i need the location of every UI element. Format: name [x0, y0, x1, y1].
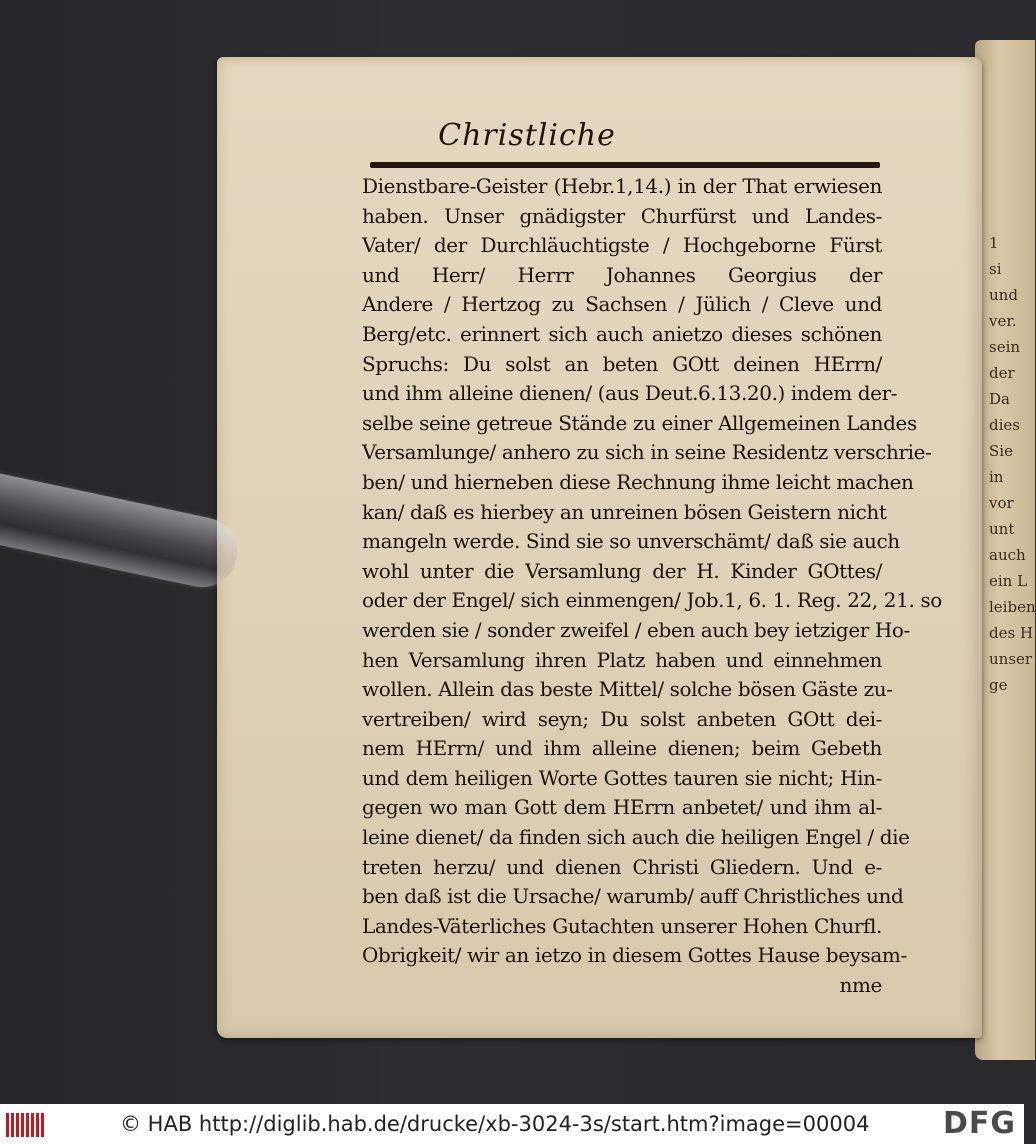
- adjacent-fragment: vor: [989, 494, 1014, 512]
- text-line: Vater/ der Durchläuchtigste / Hochgeborne Fürst: [362, 233, 882, 258]
- text-line: vertreiben/ wird seyn; Du solst anbeten GOtt dei-: [362, 706, 882, 731]
- text-line: nme: [839, 973, 882, 998]
- adjacent-fragment: unt: [989, 520, 1015, 538]
- adjacent-fragment: und: [989, 286, 1018, 304]
- adjacent-fragment: unser: [989, 650, 1033, 668]
- text-line: wohl unter die Versamlung der H. Kinder GOttes/: [362, 558, 882, 583]
- adjacent-page-edge: [975, 40, 1035, 1060]
- text-line: Berg/etc. erinnert sich auch anietzo dieses schönen: [362, 321, 882, 346]
- adjacent-fragment: dies: [989, 416, 1020, 434]
- text-line: Spruchs: Du solst an beten GOtt deinen HErrn/: [362, 351, 882, 376]
- text-line: ben/ und hierneben diese Rechnung ihme leicht machen: [362, 469, 914, 494]
- text-line: Versamlunge/ anhero zu sich in seine Residentz verschrie-: [362, 440, 932, 465]
- page-text-block: [362, 172, 942, 1001]
- header-rule: [370, 162, 880, 168]
- adjacent-fragment: Sie: [989, 442, 1013, 460]
- text-line: Andere / Hertzog zu Sachsen / Jülich / Cleve und: [362, 292, 882, 317]
- dfg-logo: DFG: [942, 1106, 1016, 1141]
- text-line: mangeln werde. Sind sie so unverschämt/ daß sie auch: [362, 529, 900, 554]
- text-line: oder der Engel/ sich einmengen/ Job.1, 6. 1. Reg. 22, 21. so: [362, 588, 942, 613]
- text-line: selbe seine getreue Stände zu einer Allgemeinen Landes: [362, 410, 917, 435]
- text-line: treten herzu/ und dienen Christi Gliedern. Und e-: [362, 854, 882, 879]
- adjacent-fragment: ver.: [989, 312, 1017, 330]
- text-line: und Herr/ Herrr Johannes Georgius der: [362, 262, 882, 287]
- adjacent-fragment: ge: [989, 676, 1008, 694]
- text-line: kan/ daß es hierbey an unreinen bösen Geistern nicht: [362, 499, 887, 524]
- adjacent-fragment: in: [989, 468, 1004, 486]
- text-line: werden sie / sonder zweifel / eben auch bey ietziger Ho-: [362, 617, 910, 642]
- adjacent-fragment: auch: [989, 546, 1026, 564]
- text-line: leine dienet/ da finden sich auch die heiligen Engel / die: [362, 825, 910, 850]
- adjacent-fragment: si: [989, 260, 1002, 278]
- hab-logo-icon: [6, 1113, 44, 1137]
- text-line: nem HErrn/ und ihm alleine dienen; beim Gebeth: [362, 736, 882, 761]
- text-line: und dem heiligen Worte Gottes tauren sie nicht; Hin-: [362, 765, 882, 790]
- text-line: ben daß ist die Ursache/ warumb/ auff Christliches und: [362, 884, 904, 909]
- adjacent-fragment: Da: [989, 390, 1010, 408]
- adjacent-page-text: [989, 230, 1036, 698]
- adjacent-fragment: 1: [989, 234, 999, 252]
- text-line: Dienstbare-Geister (Hebr.1,14.) in der That erwiesen: [362, 174, 882, 198]
- text-line: und ihm alleine dienen/ (aus Deut.6.13.20.) indem der-: [362, 381, 898, 406]
- footer-bar: [0, 1104, 1024, 1144]
- adjacent-fragment: ein L: [989, 572, 1028, 590]
- text-line: haben. Unser gnädigster Churfürst und Landes-: [362, 203, 882, 228]
- text-line: wollen. Allein das beste Mittel/ solche bösen Gäste zu-: [362, 677, 893, 702]
- adjacent-fragment: leiben: [989, 598, 1036, 616]
- adjacent-fragment: sein: [989, 338, 1021, 356]
- running-head: Christliche: [438, 118, 616, 153]
- text-line: Obrigkeit/ wir an ietzo in diesem Gottes Hause beysam-: [362, 943, 907, 968]
- text-line: Landes-Väterliches Gutachten unserer Hohen Churfl.: [362, 913, 882, 938]
- adjacent-fragment: der: [989, 364, 1015, 382]
- text-line: hen Versamlung ihren Platz haben und einnehmen: [362, 647, 882, 672]
- footer-credit[interactable]: © HAB http://diglib.hab.de/drucke/xb-3024-3s/start.htm?image=00004: [120, 1112, 870, 1136]
- text-line: gegen wo man Gott dem HErrn anbetet/ und ihm al-: [362, 795, 882, 820]
- adjacent-fragment: des H: [989, 624, 1034, 642]
